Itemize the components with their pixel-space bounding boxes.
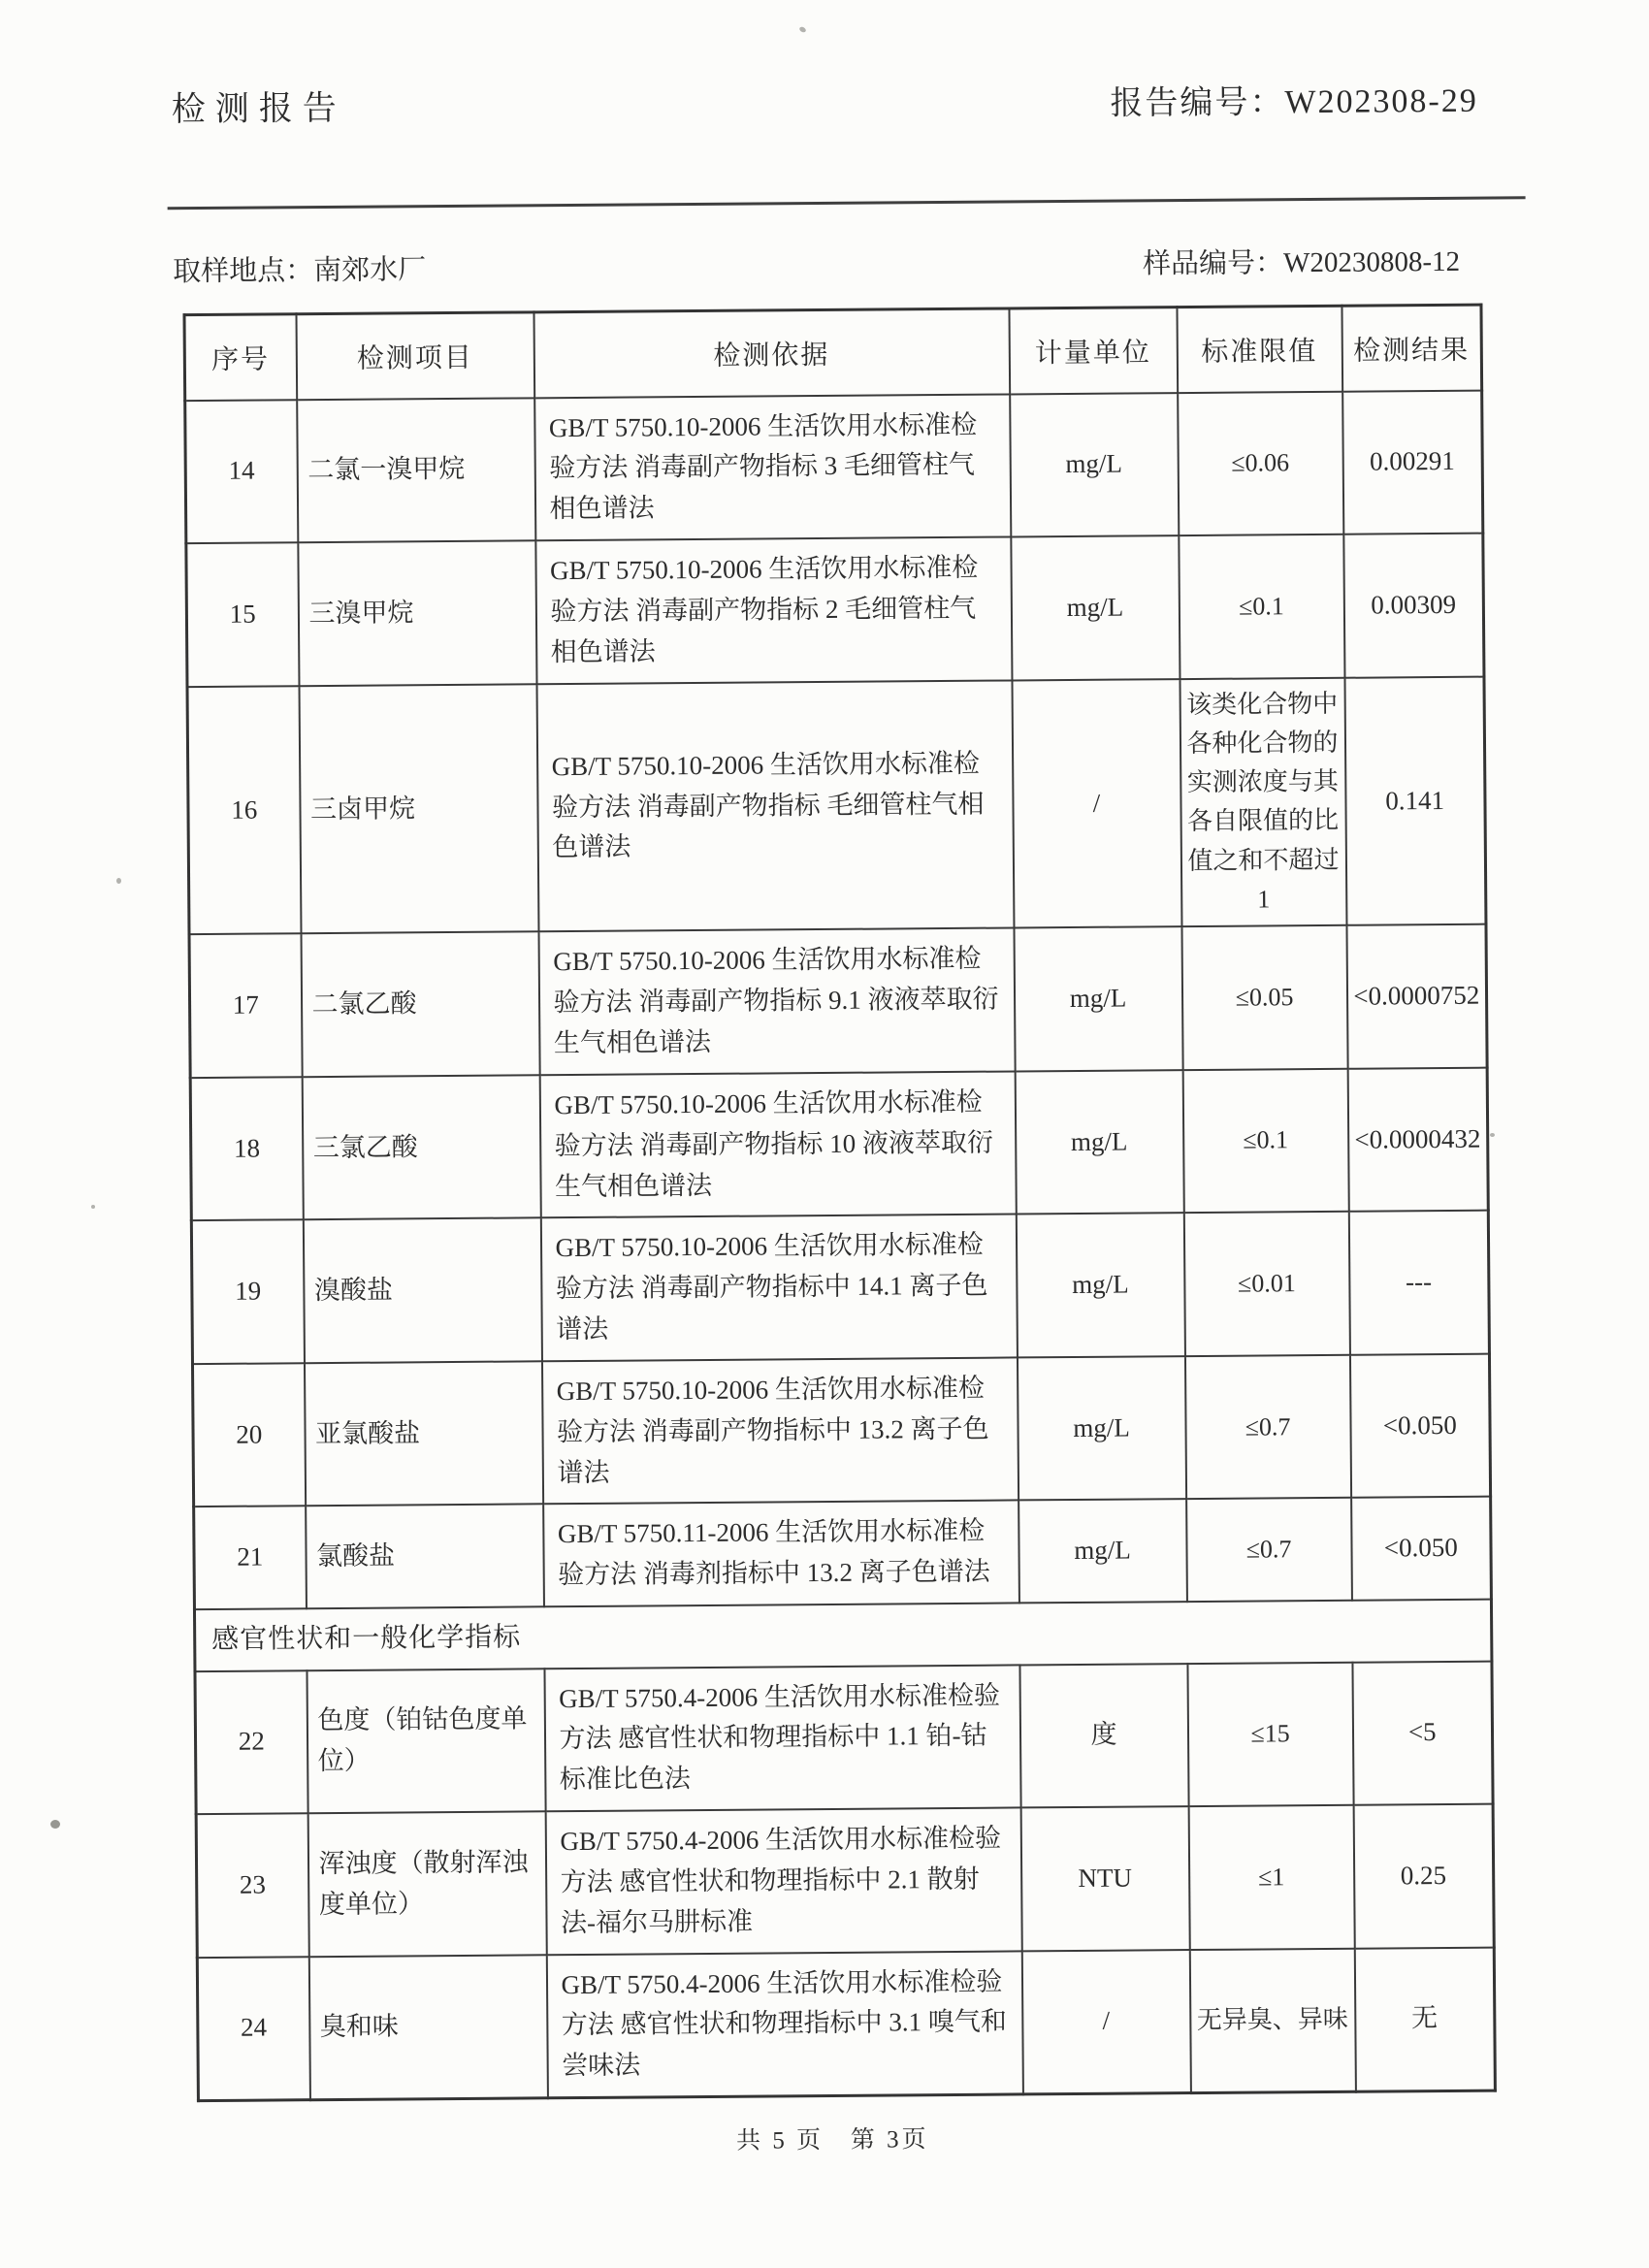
section-label: 感官性状和一般化学指标: [194, 1600, 1491, 1671]
scan-speck: [50, 1820, 60, 1829]
cell-seq: 18: [190, 1077, 303, 1220]
cell-method: GB/T 5750.4-2006 生活饮用水标准检验方法 感官性状和物理指标中 1.1 铂-钴标准比色法: [544, 1665, 1020, 1811]
sampling-site-label: 取样地点：: [173, 255, 314, 288]
report-number-label: 报告编号：: [1110, 84, 1285, 122]
section-row: [194, 1600, 1491, 1671]
cell-unit: NTU: [1020, 1806, 1189, 1951]
table-header-row: [184, 305, 1482, 400]
cell-method: GB/T 5750.10-2006 生活饮用水标准检验方法 消毒副产物指标中 14.1 离子色谱法: [540, 1215, 1017, 1361]
cell-item: 氯酸盐: [306, 1505, 544, 1609]
cell-unit: mg/L: [1015, 1070, 1183, 1215]
cell-seq: 22: [195, 1670, 307, 1814]
cell-item: 三卤甲烷: [299, 684, 538, 934]
sampling-site-value: 南郊水厂: [313, 254, 427, 287]
cell-method: GB/T 5750.4-2006 生活饮用水标准检验方法 感官性状和物理指标中 2.1 散射法-福尔马肼标准: [545, 1808, 1021, 1955]
cell-unit: mg/L: [1017, 1356, 1185, 1501]
sampling-site: [173, 247, 426, 289]
cell-unit: mg/L: [1014, 926, 1182, 1071]
cell-seq: 21: [194, 1507, 307, 1610]
cell-seq: 14: [185, 400, 298, 543]
cell-result: 0.00291: [1342, 390, 1483, 535]
cell-limit: 无异臭、异味: [1189, 1948, 1355, 2092]
cell-method: GB/T 5750.10-2006 生活饮用水标准检验方法 消毒副产物指标 毛细管柱气相色谱法: [536, 680, 1014, 932]
table-row: [190, 1068, 1488, 1221]
cell-method: GB/T 5750.10-2006 生活饮用水标准检验方法 消毒副产物指标 2 毛细管柱气相色谱法: [535, 537, 1012, 684]
cell-method: GB/T 5750.10-2006 生活饮用水标准检验方法 消毒副产物指标中 13.2 离子色谱法: [541, 1357, 1018, 1504]
cell-seq: 15: [186, 542, 299, 686]
cell-method: GB/T 5750.4-2006 生活饮用水标准检验方法 感官性状和物理指标中 3.1 嗅气和尝味法: [546, 1951, 1022, 2098]
cell-result: 无: [1354, 1947, 1495, 2091]
cell-limit: ≤0.01: [1183, 1212, 1349, 1356]
cell-unit: mg/L: [1018, 1500, 1187, 1604]
table-row: [185, 390, 1483, 543]
cell-seq: 20: [192, 1363, 305, 1507]
cell-limit: ≤15: [1187, 1662, 1353, 1806]
report-number-value: W202308-29: [1284, 82, 1478, 121]
table-row: [191, 1211, 1489, 1364]
report-table-body: [185, 390, 1496, 2101]
cell-unit: 度: [1019, 1664, 1188, 1808]
cell-item: 二氯乙酸: [301, 932, 539, 1077]
test-results-table: [182, 304, 1496, 2103]
cell-result: <0.050: [1351, 1497, 1492, 1601]
cell-limit: ≤0.7: [1184, 1355, 1350, 1500]
sample-info: [173, 240, 1460, 289]
cell-item: 亚氯酸盐: [304, 1361, 542, 1506]
cell-unit: mg/L: [1010, 393, 1179, 537]
cell-item: 溴酸盐: [303, 1218, 541, 1363]
table-row: [197, 1947, 1495, 2101]
page-title: 检测报告: [171, 88, 346, 129]
cell-result: 0.141: [1344, 676, 1486, 925]
scan-speck: [116, 878, 121, 884]
cell-limit: ≤0.7: [1186, 1498, 1352, 1602]
cell-limit: ≤0.1: [1182, 1069, 1348, 1214]
cell-result: <5: [1352, 1661, 1493, 1805]
cell-result: <0.050: [1349, 1354, 1490, 1499]
cell-method: GB/T 5750.10-2006 生活饮用水标准检验方法 消毒副产物指标 9.1 液液萃取衍生气相色谱法: [538, 928, 1015, 1075]
cell-method: GB/T 5750.10-2006 生活饮用水标准检验方法 消毒副产物指标 10 液液萃取衍生气相色谱法: [539, 1071, 1016, 1217]
cell-seq: 19: [191, 1220, 304, 1364]
report-table-head: [184, 305, 1482, 400]
table-row: [189, 924, 1487, 1078]
cell-seq: 23: [196, 1813, 308, 1957]
cell-unit: /: [1021, 1950, 1190, 2094]
sample-number: [1143, 240, 1460, 282]
table-row: [194, 1497, 1492, 1609]
column-header-3: 计量单位: [1009, 308, 1178, 394]
report-number: [1110, 74, 1478, 124]
column-header-5: 检测结果: [1342, 305, 1482, 391]
doc-header: [172, 73, 1478, 132]
table-row: [196, 1804, 1494, 1958]
header-divider: [168, 196, 1526, 210]
cell-seq: 17: [189, 934, 302, 1078]
table-row: [186, 534, 1484, 687]
column-header-4: 标准限值: [1177, 306, 1342, 392]
cell-method: GB/T 5750.10-2006 生活饮用水标准检验方法 消毒副产物指标 3 毛细管柱气相色谱法: [534, 394, 1011, 540]
cell-seq: 24: [197, 1957, 309, 2101]
table-row: [187, 676, 1486, 934]
cell-limit: ≤0.05: [1181, 925, 1347, 1070]
table-row: [192, 1354, 1490, 1507]
page-footer: 共 5 页 第 3页: [735, 2126, 929, 2155]
cell-unit: /: [1012, 679, 1181, 928]
cell-unit: mg/L: [1016, 1214, 1184, 1358]
cell-item: 色度（铂钴色度单位）: [307, 1669, 545, 1813]
scan-speck: [1490, 1133, 1495, 1137]
cell-method: GB/T 5750.11-2006 生活饮用水标准检验方法 消毒剂指标中 13.2 离子色谱法: [543, 1501, 1019, 1607]
cell-limit: ≤0.06: [1178, 391, 1343, 535]
cell-result: 0.00309: [1343, 534, 1484, 678]
column-header-0: 序号: [184, 314, 297, 401]
cell-unit: mg/L: [1011, 535, 1180, 680]
cell-limit: ≤1: [1188, 1805, 1354, 1950]
column-header-1: 检测项目: [296, 312, 534, 400]
cell-seq: 16: [187, 686, 301, 935]
cell-item: 三溴甲烷: [298, 540, 536, 685]
cell-item: 浑浊度（散射浑浊度单位）: [307, 1811, 546, 1956]
cell-result: <0.0000752: [1346, 924, 1487, 1069]
cell-result: <0.0000432: [1347, 1068, 1488, 1213]
cell-limit: 该类化合物中各种化合物的实测浓度与其各自限值的比值之和不超过1: [1180, 677, 1346, 926]
cell-result: 0.25: [1353, 1804, 1494, 1949]
cell-result: ---: [1348, 1211, 1489, 1355]
sample-number-value: W20230808-12: [1282, 245, 1461, 279]
column-header-2: 检测依据: [534, 308, 1010, 398]
cell-item: 臭和味: [308, 1955, 547, 2100]
cell-item: 二氯一溴甲烷: [297, 398, 535, 542]
sample-number-label: 样品编号：: [1142, 247, 1284, 280]
cell-limit: ≤0.1: [1179, 535, 1344, 679]
cell-item: 三氯乙酸: [302, 1075, 540, 1219]
table-row: [195, 1661, 1493, 1814]
scan-speck: [91, 1205, 95, 1209]
